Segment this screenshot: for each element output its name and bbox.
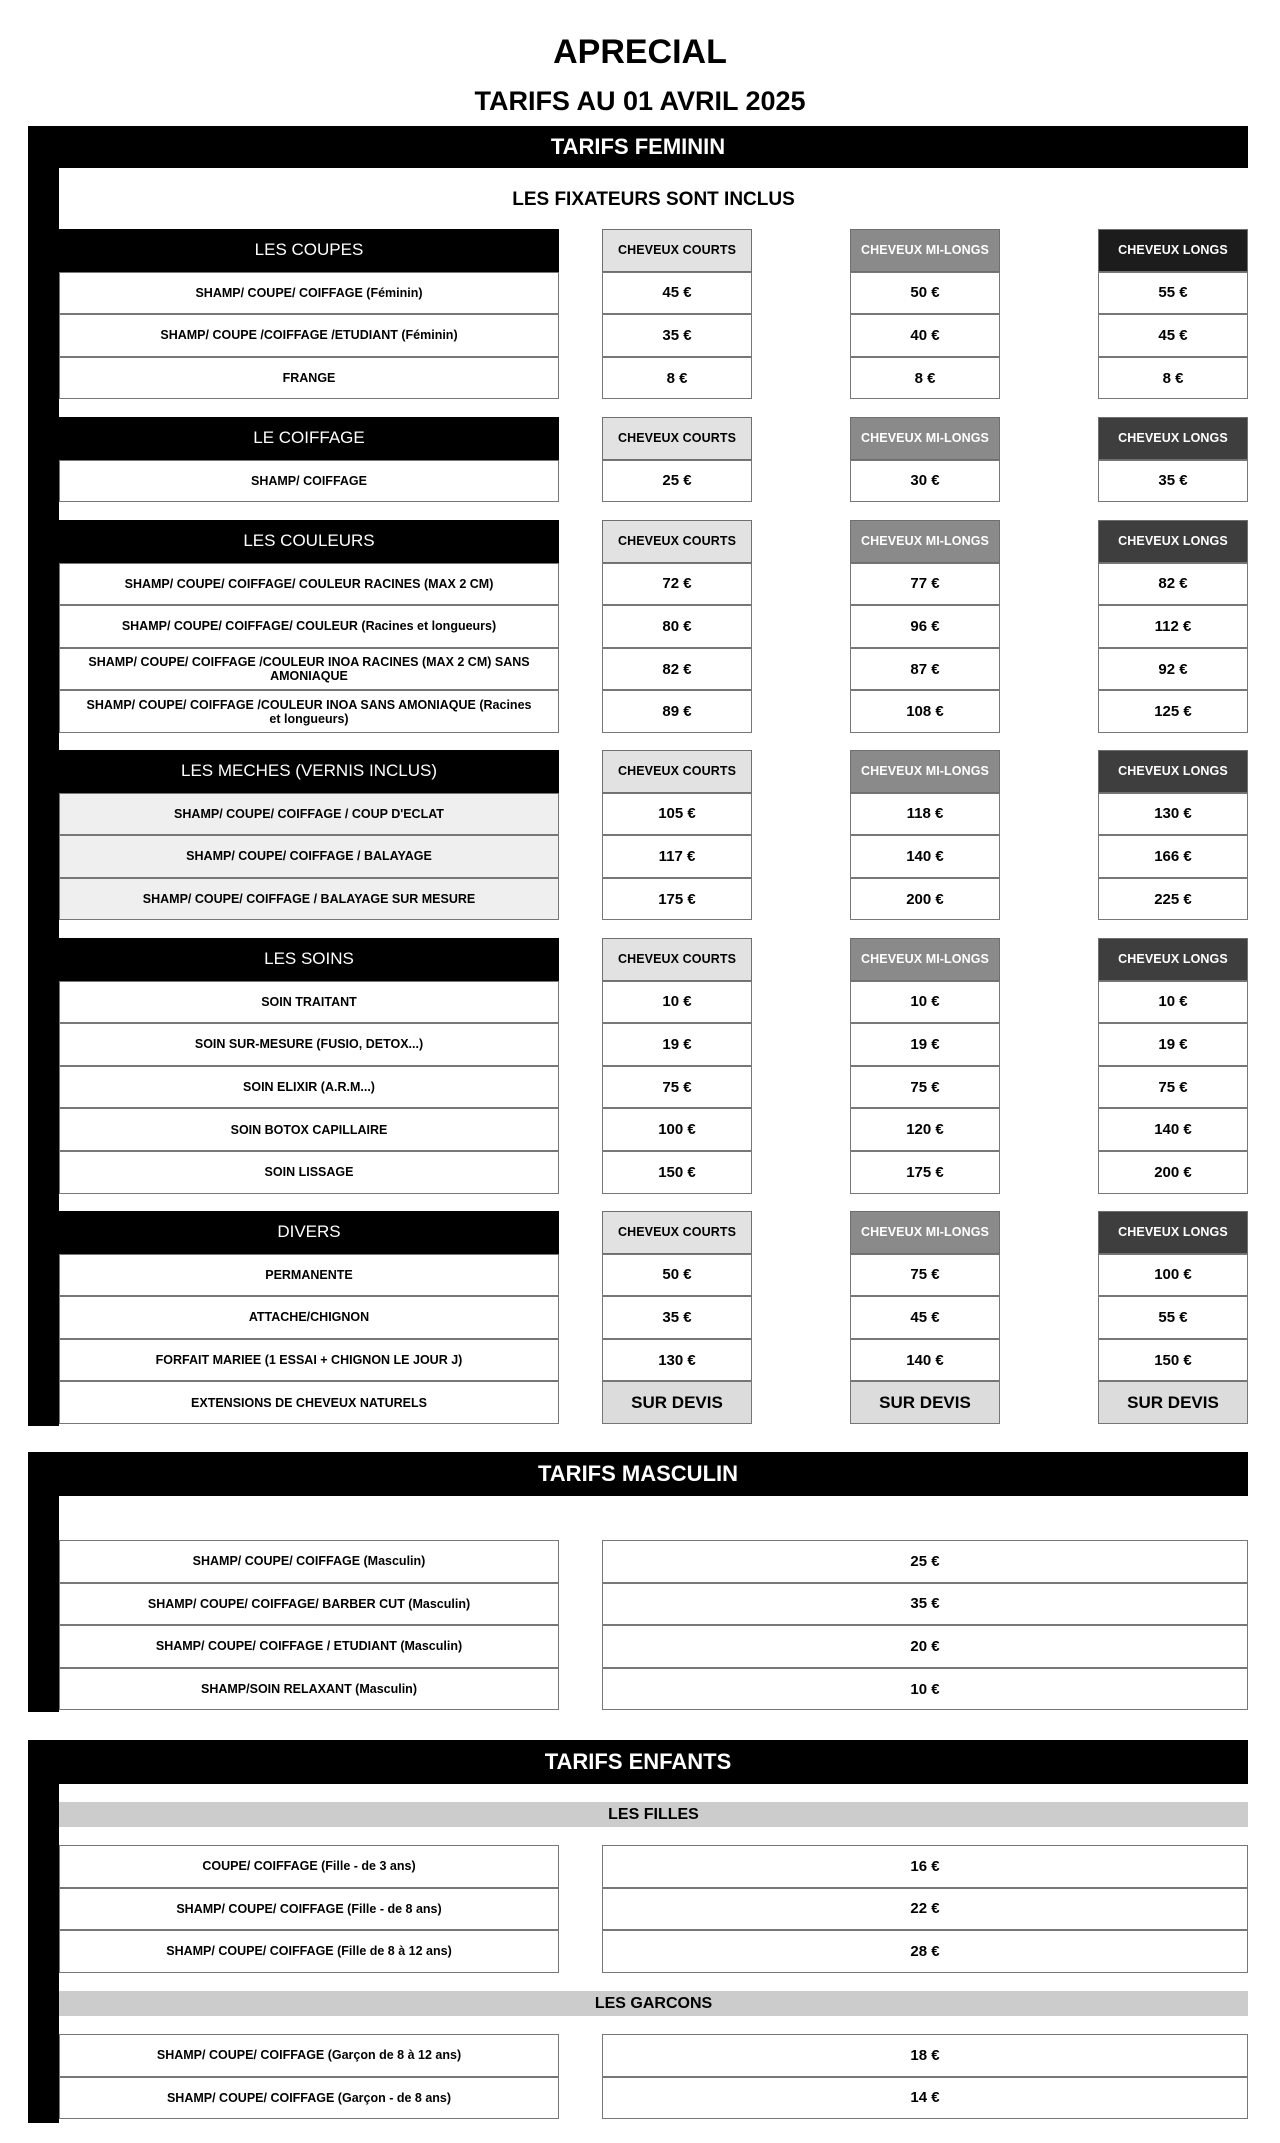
column-header: CHEVEUX COURTS — [602, 520, 752, 563]
price-cell: 200 € — [1098, 1151, 1248, 1194]
column-header: CHEVEUX MI-LONGS — [850, 229, 1000, 272]
price-cell: 108 € — [850, 690, 1000, 733]
price-cell: SUR DEVIS — [1098, 1381, 1248, 1424]
price-cell: 100 € — [602, 1108, 752, 1151]
price-cell: 30 € — [850, 460, 1000, 503]
price-cell: 75 € — [602, 1066, 752, 1109]
price-cell: 55 € — [1098, 1296, 1248, 1339]
price-cell: 10 € — [1098, 981, 1248, 1024]
price-cell: 150 € — [602, 1151, 752, 1194]
page-subtitle: TARIFS AU 01 AVRIL 2025 — [474, 85, 806, 116]
page-title: APRECIAL — [553, 32, 727, 71]
service-label: SOIN BOTOX CAPILLAIRE — [59, 1108, 559, 1151]
price-cell: 105 € — [602, 793, 752, 836]
price-cell: 25 € — [602, 1540, 1248, 1583]
column-header: CHEVEUX MI-LONGS — [850, 750, 1000, 793]
fixateurs-note: LES FIXATEURS SONT INCLUS — [512, 189, 795, 210]
service-label: FORFAIT MARIEE (1 ESSAI + CHIGNON LE JOUR J) — [59, 1339, 559, 1382]
price-cell: 19 € — [1098, 1023, 1248, 1066]
column-header: CHEVEUX COURTS — [602, 938, 752, 981]
service-label: SOIN TRAITANT — [59, 981, 559, 1024]
feminin-banner: TARIFS FEMININ — [28, 126, 1248, 168]
price-cell: 35 € — [602, 1296, 752, 1339]
service-label: SHAMP/ COUPE/ COIFFAGE / BALAYAGE — [59, 835, 559, 878]
price-cell: 35 € — [1098, 460, 1248, 503]
price-cell: 200 € — [850, 878, 1000, 921]
garcons-header: LES GARCONS — [59, 1991, 1248, 2016]
price-cell: 19 € — [850, 1023, 1000, 1066]
price-cell: 55 € — [1098, 272, 1248, 315]
service-label: SHAMP/ COUPE/ COIFFAGE / COUP D'ECLAT — [59, 793, 559, 836]
service-label: SHAMP/ COUPE /COIFFAGE /ETUDIANT (Féminin) — [59, 314, 559, 357]
price-cell: 87 € — [850, 648, 1000, 691]
column-header: CHEVEUX COURTS — [602, 1211, 752, 1254]
price-cell: 117 € — [602, 835, 752, 878]
price-cell: 80 € — [602, 605, 752, 648]
price-cell: 75 € — [850, 1066, 1000, 1109]
price-cell: 166 € — [1098, 835, 1248, 878]
section-title: LE COIFFAGE — [59, 417, 559, 460]
section-title: DIVERS — [59, 1211, 559, 1254]
column-header: CHEVEUX COURTS — [602, 229, 752, 272]
price-cell: 25 € — [602, 460, 752, 503]
price-cell: 125 € — [1098, 690, 1248, 733]
column-header: CHEVEUX LONGS — [1098, 1211, 1248, 1254]
service-label: SHAMP/ COIFFAGE — [59, 460, 559, 503]
section-title: LES COUPES — [59, 229, 559, 272]
price-cell: 120 € — [850, 1108, 1000, 1151]
price-cell: 35 € — [602, 1583, 1248, 1626]
service-label: SHAMP/ COUPE/ COIFFAGE (Garçon - de 8 ans) — [59, 2077, 559, 2120]
price-cell: 82 € — [1098, 563, 1248, 606]
price-cell: 14 € — [602, 2077, 1248, 2120]
service-label: SHAMP/ COUPE/ COIFFAGE (Fille - de 8 ans) — [59, 1888, 559, 1931]
column-header: CHEVEUX COURTS — [602, 750, 752, 793]
price-cell: 18 € — [602, 2034, 1248, 2077]
service-label: SHAMP/ COUPE/ COIFFAGE/ COULEUR RACINES (MAX 2 CM) — [59, 563, 559, 606]
price-cell: 19 € — [602, 1023, 752, 1066]
price-cell: 75 € — [1098, 1066, 1248, 1109]
price-cell: 8 € — [850, 357, 1000, 400]
price-cell: 10 € — [850, 981, 1000, 1024]
price-cell: 140 € — [850, 1339, 1000, 1382]
price-cell: 16 € — [602, 1845, 1248, 1888]
column-header: CHEVEUX LONGS — [1098, 520, 1248, 563]
price-cell: 100 € — [1098, 1254, 1248, 1297]
section-title: LES SOINS — [59, 938, 559, 981]
service-label: SHAMP/ COUPE/ COIFFAGE /COULEUR INOA SANS AMONIAQUE (Racines et longueurs) — [59, 690, 559, 733]
filles-header: LES FILLES — [59, 1802, 1248, 1827]
service-label: PERMANENTE — [59, 1254, 559, 1297]
price-cell: 28 € — [602, 1930, 1248, 1973]
price-cell: 75 € — [850, 1254, 1000, 1297]
price-cell: 50 € — [850, 272, 1000, 315]
price-cell: 35 € — [602, 314, 752, 357]
price-cell: 175 € — [850, 1151, 1000, 1194]
service-label: SOIN LISSAGE — [59, 1151, 559, 1194]
service-label: SHAMP/ COUPE/ COIFFAGE/ COULEUR (Racines et longueurs) — [59, 605, 559, 648]
service-label: ATTACHE/CHIGNON — [59, 1296, 559, 1339]
price-cell: 130 € — [602, 1339, 752, 1382]
price-cell: 45 € — [602, 272, 752, 315]
price-cell: 45 € — [1098, 314, 1248, 357]
column-header: CHEVEUX LONGS — [1098, 417, 1248, 460]
service-label: SHAMP/ COUPE/ COIFFAGE/ BARBER CUT (Masculin) — [59, 1583, 559, 1626]
price-cell: 82 € — [602, 648, 752, 691]
section-title: LES COULEURS — [59, 520, 559, 563]
column-header: CHEVEUX LONGS — [1098, 229, 1248, 272]
price-cell: 40 € — [850, 314, 1000, 357]
price-cell: 140 € — [1098, 1108, 1248, 1151]
price-cell: 45 € — [850, 1296, 1000, 1339]
service-label: SHAMP/SOIN RELAXANT (Masculin) — [59, 1668, 559, 1711]
enfants-left-bar — [28, 1740, 59, 2123]
price-cell: 8 € — [602, 357, 752, 400]
price-cell: 77 € — [850, 563, 1000, 606]
price-cell: 10 € — [602, 981, 752, 1024]
service-label: SHAMP/ COUPE/ COIFFAGE (Féminin) — [59, 272, 559, 315]
price-cell: 175 € — [602, 878, 752, 921]
column-header: CHEVEUX MI-LONGS — [850, 938, 1000, 981]
service-label: SHAMP/ COUPE/ COIFFAGE (Fille de 8 à 12 ans) — [59, 1930, 559, 1973]
price-cell: 225 € — [1098, 878, 1248, 921]
price-cell: 140 € — [850, 835, 1000, 878]
price-cell: 22 € — [602, 1888, 1248, 1931]
price-cell: 150 € — [1098, 1339, 1248, 1382]
service-label: SOIN SUR-MESURE (FUSIO, DETOX...) — [59, 1023, 559, 1066]
service-label: SHAMP/ COUPE/ COIFFAGE (Garçon de 8 à 12 ans) — [59, 2034, 559, 2077]
price-cell: 92 € — [1098, 648, 1248, 691]
price-cell: SUR DEVIS — [602, 1381, 752, 1424]
price-cell: 130 € — [1098, 793, 1248, 836]
enfants-banner: TARIFS ENFANTS — [28, 1740, 1248, 1784]
column-header: CHEVEUX LONGS — [1098, 750, 1248, 793]
service-label: SOIN ELIXIR (A.R.M...) — [59, 1066, 559, 1109]
masculin-banner: TARIFS MASCULIN — [28, 1452, 1248, 1496]
price-cell: 96 € — [850, 605, 1000, 648]
column-header: CHEVEUX MI-LONGS — [850, 417, 1000, 460]
price-cell: 50 € — [602, 1254, 752, 1297]
section-title: LES MECHES (VERNIS INCLUS) — [59, 750, 559, 793]
service-label: SHAMP/ COUPE/ COIFFAGE / ETUDIANT (Masculin) — [59, 1625, 559, 1668]
price-cell: 8 € — [1098, 357, 1248, 400]
service-label: FRANGE — [59, 357, 559, 400]
price-cell: 112 € — [1098, 605, 1248, 648]
column-header: CHEVEUX COURTS — [602, 417, 752, 460]
service-label: COUPE/ COIFFAGE (Fille - de 3 ans) — [59, 1845, 559, 1888]
price-cell: SUR DEVIS — [850, 1381, 1000, 1424]
masculin-left-bar — [28, 1452, 59, 1712]
price-cell: 72 € — [602, 563, 752, 606]
price-cell: 118 € — [850, 793, 1000, 836]
price-cell: 20 € — [602, 1625, 1248, 1668]
column-header: CHEVEUX MI-LONGS — [850, 1211, 1000, 1254]
service-label: SHAMP/ COUPE/ COIFFAGE /COULEUR INOA RACINES (MAX 2 CM) SANS AMONIAQUE — [59, 648, 559, 691]
service-label: SHAMP/ COUPE/ COIFFAGE (Masculin) — [59, 1540, 559, 1583]
feminin-left-bar — [28, 126, 59, 1426]
price-cell: 10 € — [602, 1668, 1248, 1711]
service-label: EXTENSIONS DE CHEVEUX NATURELS — [59, 1381, 559, 1424]
column-header: CHEVEUX MI-LONGS — [850, 520, 1000, 563]
service-label: SHAMP/ COUPE/ COIFFAGE / BALAYAGE SUR MESURE — [59, 878, 559, 921]
price-cell: 89 € — [602, 690, 752, 733]
column-header: CHEVEUX LONGS — [1098, 938, 1248, 981]
